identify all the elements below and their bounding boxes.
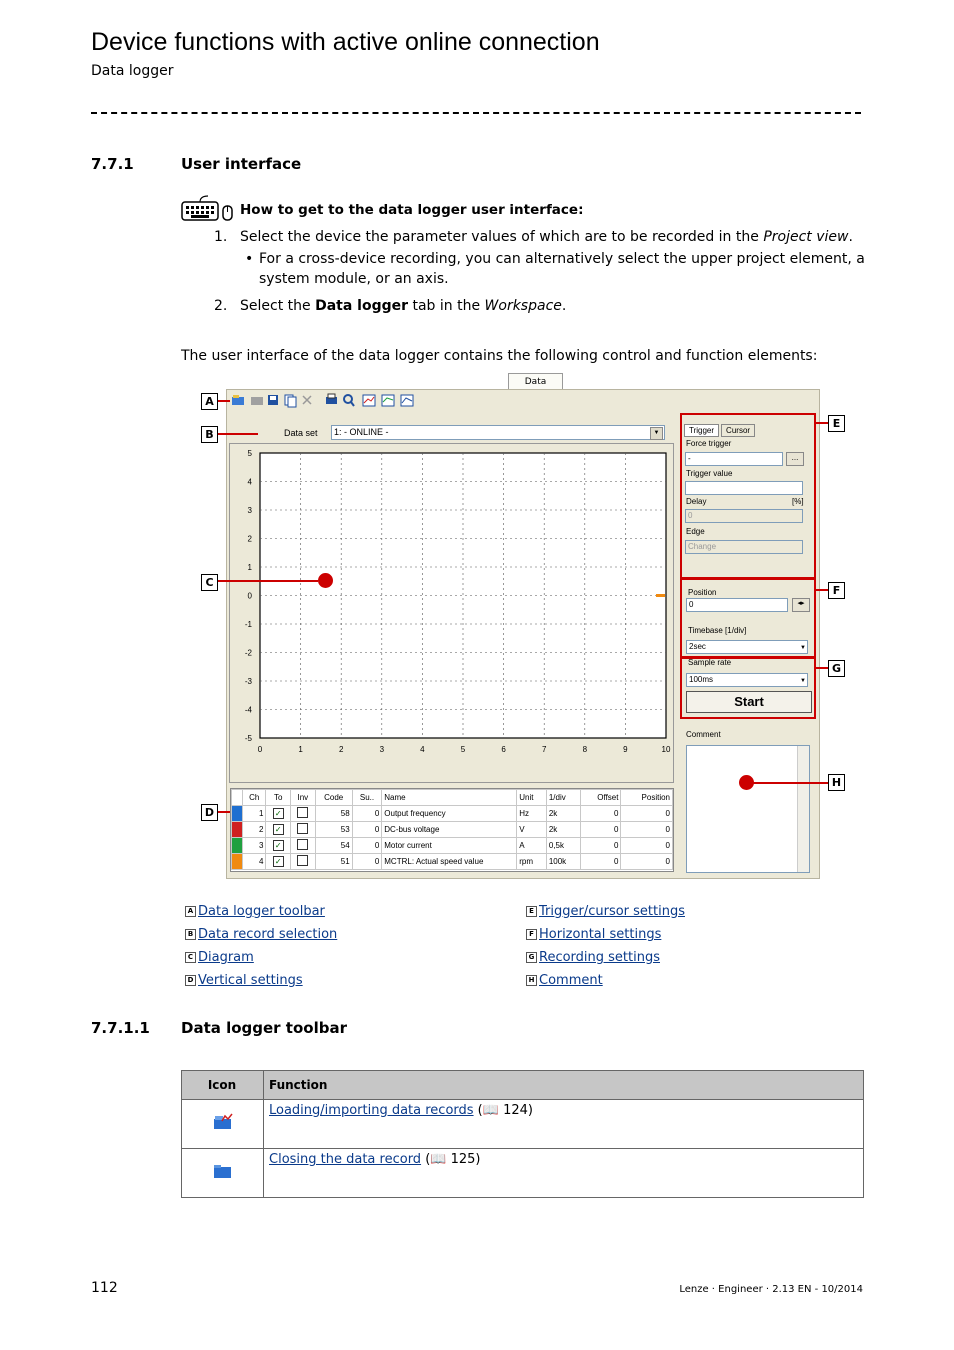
column-header-function: Function: [264, 1071, 864, 1100]
legend-item-f[interactable]: F Horizontal settings: [526, 927, 661, 942]
y-tick-label: 3: [247, 506, 252, 515]
cell-ch: 4: [243, 854, 266, 870]
column-header[interactable]: Inv: [291, 790, 316, 806]
callout-label: D: [201, 804, 218, 821]
cursor-marker[interactable]: [656, 594, 665, 597]
print-icon: [326, 394, 337, 404]
callout-line: [218, 433, 258, 435]
position-field[interactable]: 0: [686, 598, 788, 612]
toolbar-function-table: [181, 1070, 864, 1198]
x-tick-label: 10: [661, 745, 671, 754]
x-tick-label: 9: [623, 745, 628, 754]
callout-label: B: [201, 426, 218, 443]
checkmark-icon: ✓: [273, 824, 284, 835]
cell-color: [232, 822, 243, 838]
x-tick-label: 1: [298, 745, 303, 754]
table-row[interactable]: [232, 854, 673, 870]
legend-item-b[interactable]: B Data record selection: [185, 927, 337, 942]
cell-inv[interactable]: [291, 822, 316, 838]
save-icon: [268, 395, 278, 405]
cell-inv[interactable]: [291, 854, 316, 870]
delete-icon: [303, 396, 311, 404]
cell-ch: 2: [243, 822, 266, 838]
cell-color: [232, 854, 243, 870]
force-trigger-field[interactable]: -: [685, 452, 783, 466]
trigger-cursor-highlight: [680, 413, 816, 579]
cell-su: 0: [352, 854, 382, 870]
callout-line: [218, 400, 230, 402]
callout-dot: [318, 573, 333, 588]
cell-pos: 0: [621, 806, 673, 822]
book-icon: 📖: [430, 1152, 447, 1167]
page-number: 112: [91, 1280, 118, 1296]
dataset-label: Data set: [284, 428, 318, 438]
table-row[interactable]: [232, 822, 673, 838]
cell-name: DC-bus voltage: [382, 822, 517, 838]
cell-color: [232, 806, 243, 822]
cell-ch: 1: [243, 806, 266, 822]
x-tick-label: 7: [541, 745, 547, 754]
cell-code: 54: [315, 838, 352, 854]
comment-field[interactable]: [686, 745, 810, 873]
y-tick-label: -5: [244, 734, 252, 743]
channel-table-panel: [230, 788, 674, 872]
column-header-icon: Icon: [182, 1071, 264, 1100]
folder-icon: [182, 1149, 264, 1198]
x-tick-label: 2: [338, 745, 344, 754]
browse-button[interactable]: ...: [786, 452, 804, 466]
x-tick-label: 0: [257, 745, 263, 754]
force-trigger-label: Force trigger: [686, 439, 732, 448]
checkmark-icon: ✓: [273, 840, 284, 851]
cell-code: 58: [315, 806, 352, 822]
callout-line: [816, 667, 828, 669]
cell-to[interactable]: [266, 838, 291, 854]
diagram[interactable]: [238, 446, 672, 758]
callout-line: [218, 580, 318, 582]
zoom-icon: [344, 395, 354, 406]
bullet-line-1: For a cross-device recording, you can alternatively select the upper project element, a: [259, 251, 865, 267]
legend-item-d[interactable]: D Vertical settings: [185, 973, 303, 988]
legend-item-h[interactable]: H Comment: [526, 973, 603, 988]
table-row: [182, 1149, 864, 1198]
legend-item-c[interactable]: C Diagram: [185, 950, 254, 965]
cell-su: 0: [352, 806, 382, 822]
open-folder-chart-icon: [182, 1100, 264, 1149]
y-tick-label: -1: [244, 620, 252, 629]
page-title: Device functions with active online connection: [91, 28, 600, 56]
position-stepper[interactable]: ◂▸: [792, 598, 810, 612]
cell-pos: 0: [621, 822, 673, 838]
cell-unit: A: [517, 838, 547, 854]
sample-rate-value: 100ms: [689, 675, 714, 684]
cell-pos: 0: [621, 854, 673, 870]
cell-to[interactable]: [266, 822, 291, 838]
cell-offset: 0: [581, 806, 621, 822]
callout-line: [816, 589, 828, 591]
cell-to[interactable]: [266, 806, 291, 822]
column-header[interactable]: 1/div: [546, 790, 580, 806]
dataset-select[interactable]: [331, 425, 665, 440]
y-tick-label: 4: [247, 477, 252, 487]
divider: [91, 112, 861, 114]
column-header[interactable]: Ch: [243, 790, 266, 806]
legend-item-g[interactable]: G Recording settings: [526, 950, 660, 965]
step-number: 1.: [214, 229, 228, 245]
x-tick-label: 8: [582, 745, 588, 754]
toolbar: [230, 392, 420, 412]
scrollbar[interactable]: [797, 746, 809, 872]
sample-rate-label: Sample rate: [688, 658, 732, 667]
bullet-line-2: system module, or an axis.: [259, 271, 449, 287]
checkbox: [297, 807, 308, 818]
section-number: 7.7.1: [91, 155, 134, 173]
checkbox: [297, 839, 308, 850]
intro-text: The user interface of the data logger contains the following control and function elements:: [181, 348, 818, 364]
folder-icon: [251, 397, 263, 405]
page-subtitle: Data logger: [91, 63, 174, 79]
column-header[interactable]: Code: [315, 790, 352, 806]
y-tick-label: 5: [247, 449, 252, 458]
step-2-text: Select the Data logger tab in the Workspace.: [240, 298, 567, 314]
cell-pos: 0: [621, 838, 673, 854]
delay-unit: [%]: [792, 497, 804, 506]
x-tick-label: 6: [501, 745, 506, 754]
cell-div: 100k: [546, 854, 580, 870]
table-row[interactable]: [232, 838, 673, 854]
y-tick-label: -2: [244, 648, 252, 658]
comment-label: Comment: [686, 730, 721, 739]
subsection-title: Data logger toolbar: [181, 1019, 347, 1037]
column-header[interactable]: To: [266, 790, 291, 806]
delay-field[interactable]: 0: [685, 509, 803, 523]
chart-export-icon: [401, 395, 413, 406]
chart-settings-icon: [382, 395, 394, 406]
legend-item-e[interactable]: E Trigger/cursor settings: [526, 904, 685, 919]
callout-line: [218, 811, 230, 813]
cell-code: 53: [315, 822, 352, 838]
cell-offset: 0: [581, 854, 621, 870]
y-tick-label: 1: [247, 563, 252, 572]
cell-name: Output frequency: [382, 806, 517, 822]
tab-trigger[interactable]: Trigger: [684, 424, 719, 437]
cell-code: 51: [315, 854, 352, 870]
cell-su: 0: [352, 822, 382, 838]
checkmark-icon: ✓: [273, 808, 284, 819]
y-tick-label: -4: [244, 705, 252, 715]
cell-offset: 0: [581, 822, 621, 838]
column-header[interactable]: Unit: [517, 790, 547, 806]
trigger-value-label: Trigger value: [686, 469, 733, 478]
cell-div: 0,5k: [546, 838, 580, 854]
cell-unit: Hz: [517, 806, 547, 822]
cell-color: [232, 838, 243, 854]
section-title: User interface: [181, 155, 302, 173]
callout-label: E: [828, 415, 845, 432]
x-tick-label: 3: [379, 745, 385, 754]
delay-label: Delay: [686, 497, 707, 506]
x-tick-label: 5: [460, 745, 466, 754]
function-cell[interactable]: Loading/importing data records (📖 124): [264, 1100, 864, 1149]
callout-label: C: [201, 574, 218, 591]
column-header[interactable]: Offset: [581, 790, 621, 806]
function-cell[interactable]: Closing the data record (📖 125): [264, 1149, 864, 1198]
cell-to[interactable]: [266, 854, 291, 870]
callout-label: G: [828, 660, 845, 677]
cell-unit: rpm: [517, 854, 547, 870]
y-tick-label: -3: [244, 677, 252, 686]
legend-item-a[interactable]: A Data logger toolbar: [185, 904, 325, 919]
bullet-marker: •: [245, 251, 254, 267]
step-1-text: Select the device the parameter values of which are to be recorded in the Project view.: [240, 229, 853, 245]
keyboard-mouse-icon: [180, 194, 234, 228]
copy-icon: [285, 395, 296, 407]
callout-line: [752, 782, 828, 784]
cell-name: MCTRL: Actual speed value: [382, 854, 517, 870]
cell-unit: V: [517, 822, 547, 838]
tab-data-logger[interactable]: Data: [508, 373, 563, 389]
column-header[interactable]: Su..: [352, 790, 382, 806]
cell-div: 2k: [546, 822, 580, 838]
start-button[interactable]: Start: [686, 691, 812, 713]
edge-label: Edge: [686, 527, 705, 536]
timebase-value: 2sec: [689, 642, 706, 651]
cell-inv[interactable]: [291, 806, 316, 822]
chevron-down-icon: ▼: [800, 678, 806, 684]
table-row: [182, 1100, 864, 1149]
checkbox: [297, 855, 308, 866]
tab-cursor[interactable]: Cursor: [721, 424, 755, 437]
chevron-down-icon: ▼: [800, 645, 806, 651]
cell-ch: 3: [243, 838, 266, 854]
callout-line: [816, 422, 828, 424]
callout-label: F: [828, 582, 845, 599]
cell-div: 2k: [546, 806, 580, 822]
position-label: Position: [688, 588, 717, 597]
dataset-value: 1: - ONLINE -: [334, 427, 389, 437]
column-header[interactable]: Name: [382, 790, 517, 806]
timebase-label: Timebase [1/div]: [688, 626, 747, 635]
open-icon: [232, 395, 244, 405]
callout-label: H: [828, 774, 845, 791]
horizontal-highlight: [680, 578, 816, 658]
table-row[interactable]: [232, 806, 673, 822]
subsection-number: 7.7.1.1: [91, 1019, 150, 1037]
cell-inv[interactable]: [291, 838, 316, 854]
chart-icon: [363, 395, 375, 406]
column-header[interactable]: Position: [621, 790, 673, 806]
channel-table: [231, 789, 673, 870]
edge-select[interactable]: Change: [685, 540, 803, 554]
step-number: 2.: [214, 298, 228, 314]
cell-su: 0: [352, 838, 382, 854]
checkmark-icon: ✓: [273, 856, 284, 867]
y-tick-label: 0: [247, 591, 252, 601]
howto-heading: How to get to the data logger user interface:: [240, 202, 584, 218]
doc-info: Lenze · Engineer · 2.13 EN - 10/2014: [679, 1284, 863, 1295]
y-tick-label: 2: [247, 534, 252, 544]
book-icon: 📖: [482, 1103, 499, 1118]
chevron-down-icon[interactable]: ▼: [650, 427, 663, 440]
checkbox: [297, 823, 308, 834]
cell-name: Motor current: [382, 838, 517, 854]
recording-highlight: [680, 657, 816, 719]
cell-offset: 0: [581, 838, 621, 854]
x-tick-label: 4: [420, 745, 425, 754]
callout-label: A: [201, 393, 218, 410]
